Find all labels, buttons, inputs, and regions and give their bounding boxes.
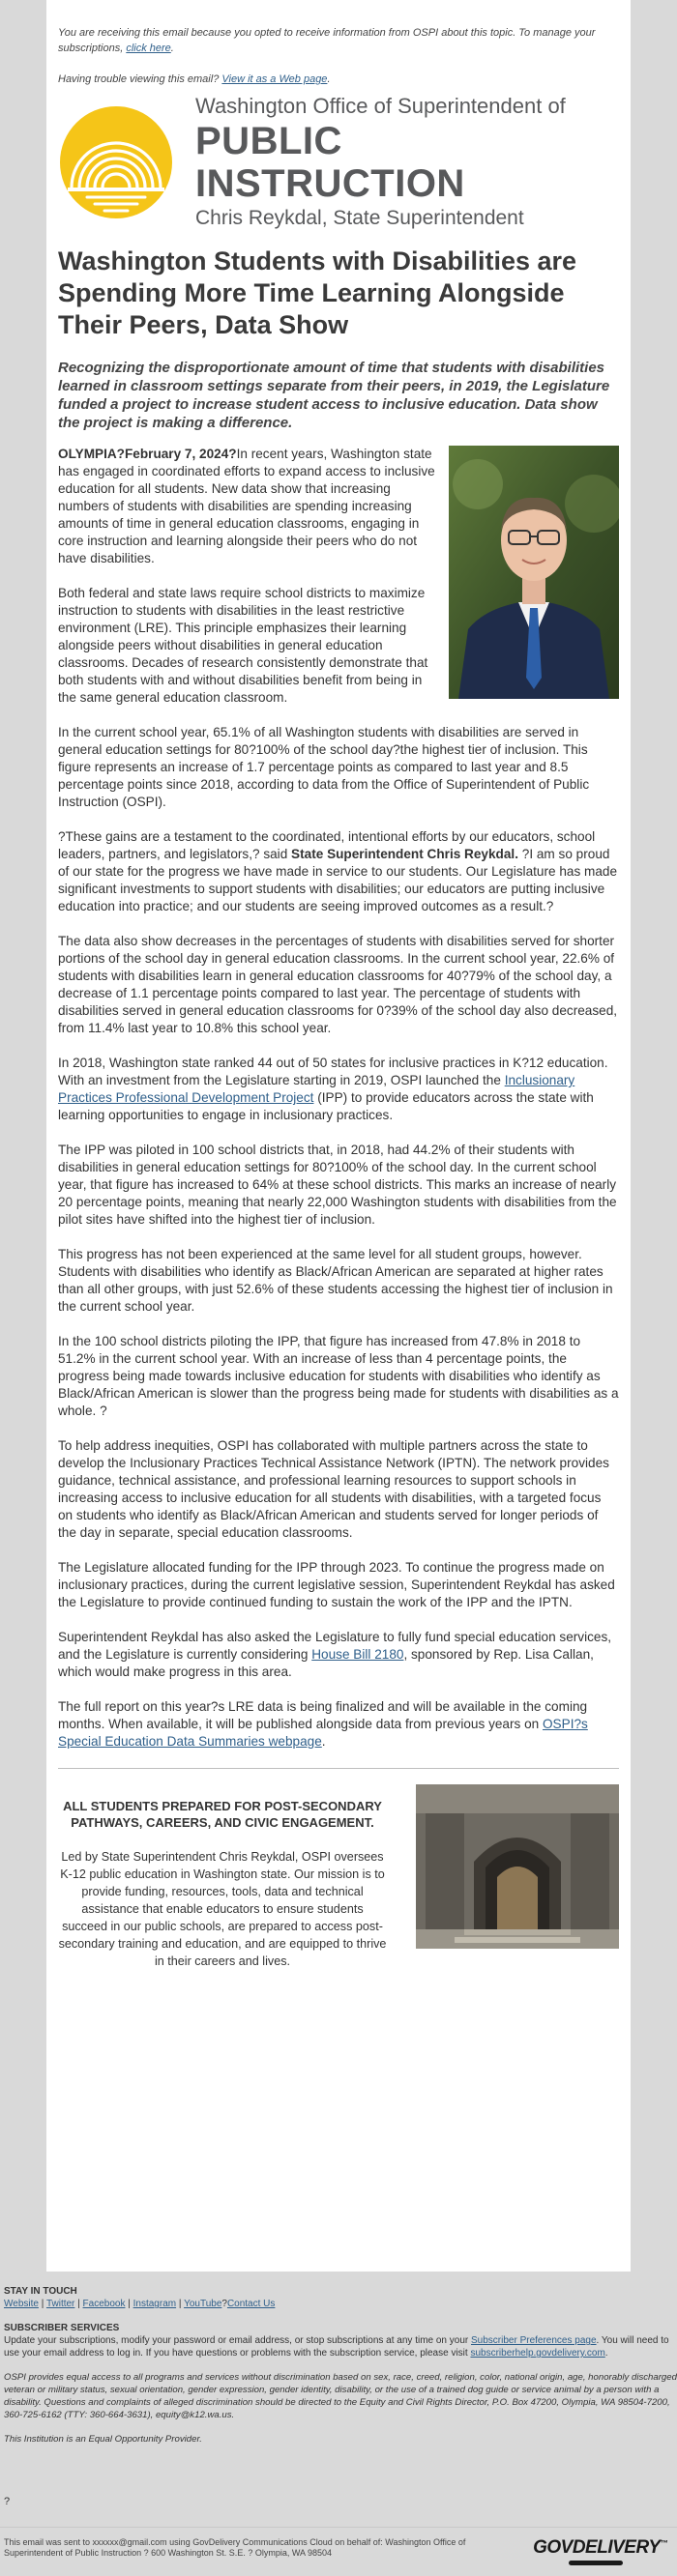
article-paragraph: In the current school year, 65.1% of all Washington students with disabilities are served in general education settings for 80?100% of the school day?the highest tier of inclusion. This figure represents an increase of 1.7 percentage points as compared to last year and 8.5 percentage points since 2018, according to data from the Office of Superintendent of Public Instruction (OSPI). [58,725,590,809]
govdelivery-logo[interactable]: GOVDELIVERY™ [533,2537,667,2558]
govdelivery-bar [0,2527,677,2576]
mission-body: Led by State Superintendent Chris Reykdal, OSPI oversees K-12 public education in Washington state. Our mission is to provide funding, resources, tools, data and technical assistance that enable educators to ensure students succeed in our public schools, are prepared to access post-secondary training and education, and are equipped to thrive in their careers and lives. [58,1850,387,1968]
article-paragraph: The IPP was piloted in 100 school districts that, in 2018, had 44.2% of their students with disabilities in general education settings for 80?100% of the school day. In the current school year, that figure has increased to 64% at these school districts. This marks an increase of nearly 20 percentage points, meaning that nearly 22,000 Washington students with disabilities from the pilot sites have shifted into the highest tier of inclusion. [58,1143,617,1227]
social-links: Website | Twitter | Facebook | Instagram | YouTube?Contact Us [4,2299,276,2309]
facebook-link[interactable]: Facebook [82,2299,126,2309]
equal-opportunity-statement: This Institution is an Equal Opportunity Provider. [4,2434,202,2445]
manage-subscriptions-link[interactable]: click here [126,43,171,54]
govdelivery-swoosh-icon [569,2561,623,2565]
article-paragraph: The data also show decreases in the percentages of students with disabilities served for shorter portions of the school day in general education classrooms. In the current school year, 22.6% of students with disabilities learn in general education classrooms for 40?79% of the school day, a decrease of 1.1 percentage points compared to last year. The percentage of students with disabilities served in general education classrooms for 0?39% of the school day also decreased, from 11.4% last year to 10.8% this school year. [58,934,618,1035]
subscriber-services-heading: SUBSCRIBER SERVICES [4,2323,120,2333]
house-bill-link[interactable]: House Bill 2180 [311,1647,404,1662]
mission-title: ALL STUDENTS PREPARED FOR POST-SECONDARY PATHWAYS, CAREERS, AND CIVIC ENGAGEMENT. [63,1799,382,1830]
masthead-name: PUBLIC INSTRUCTION [195,120,465,205]
mission-text [58,1784,387,1970]
twitter-link[interactable]: Twitter [45,2299,75,2309]
ipp-project-link[interactable]: Inclusionary Practices Professional Development Project [58,1073,575,1105]
mission-block [58,1784,619,1970]
stray-character: ? [4,2496,11,2507]
data-summaries-link[interactable]: OSPI?s Special Education Data Summaries webpage [58,1717,588,1749]
article-paragraph: To help address inequities, OSPI has collaborated with multiple partners across the state to develop the Inclusionary Practices Technical Assistance Network (IPTN). The network provides guidance, technical assistance, and professional learning resources to support schools in increasing access to inclusive education for all students with disabilities, with a targeted focus on students who identify as Black/African American and students served for longer periods of the day in separate, special education classrooms. [58,1438,609,1540]
dateline: OLYMPIA?February 7, 2024? [58,447,237,461]
email-card [46,0,631,2272]
section-divider [58,1768,619,1769]
sent-to-text: This email was sent to xxxxxx@gmail.com using GovDelivery Communications Cloud on behalf of: Washington Office of Superintendent of Public Instruction ? 600 Washington St. S.E. ? Olympia, WA 98504 [4,2537,466,2558]
notice-text: You are receiving this email because you opted to receive information from OSPI about this topic. To manage your subscriptions, [58,27,596,54]
article-paragraph: This progress has not been experienced at the same level for all student groups, however. Students with disabilities who identify as Black/African American are separated at higher rates than all other groups, with just 52.6% of these students accessing the highest tier of inclusion in the current school year. [58,1247,613,1314]
article-paragraph: Both federal and state laws require school districts to maximize instruction to students with disabilities in the least restrictive environment (LRE). This principle emphasizes their learning alongside peers without disabilities in general education classrooms. Decades of research consistently demonstrate that both students with and without disabilities benefit from being in the same general education classroom. [58,586,428,705]
article-paragraph: The Legislature allocated funding for the IPP through 2023. To continue the progress made on inclusionary practices, during the current legislative session, Superintendent Reykdal has asked the Legislature to provide continued funding to sustain the work of the IPP and the IPTN. [58,1560,615,1609]
youtube-link[interactable]: YouTube [184,2299,222,2309]
web-view-text: Having trouble viewing this email? [58,73,222,85]
subscriber-services-text: Update your subscriptions, modify your password or email address, or stop subscriptions at any time on your Subscriber Preferences page. You will need to use your email address to log in. If you have questions or problems with the subscription service, please visit subscriberhelp.govdelivery.com. [4,2335,669,2359]
article-paragraph: ?These gains are a testament to the coordinated, intentional efforts by our educators, school leaders, partners, and legislators,? said State Superintendent Chris Reykdal. ?I am so proud of our state for the progress we have made in service to our students. Our Legislature has made significant investments to support students with disabilities; our educators are putting inclusive education into practice; and our students are seeing improved outcomes as a result.? [58,829,618,913]
instagram-link[interactable]: Instagram [132,2299,177,2309]
quote-attribution: State Superintendent Chris Reykdal. [291,847,518,861]
masthead-superintendent: Chris Reykdal, State Superintendent [195,207,524,229]
subscriber-preferences-link[interactable]: Subscriber Preferences page [471,2335,597,2346]
contact-us-link[interactable]: Contact Us [226,2299,276,2309]
website-link[interactable]: Website [4,2299,39,2309]
article-paragraph: The full report on this year?s LRE data is being finalized and will be available in the coming months. When available, it will be published alongside data from previous years on OSPI?s Special Education Data Summaries webpage. [58,1699,588,1749]
nondiscrimination-statement: OSPI provides equal access to all programs and services without discrimination based on sex, race, creed, religion, color, national origin, age, honorably discharged veteran or military status, sexual orientation, gender expression, gender identity, disability, or the use of a trained dog guide or service animal by a person with a disability. Questions and complaints of alleged discrimination should be directed to the Equity and Civil Rights Director, P.O. Box 47200, Olympia, WA 98504-7200, 360-725-6162 (TTY: 360-664-3631), equity@k12.wa.us. [4,2372,677,2420]
article-paragraph: In the 100 school districts piloting the IPP, that figure has increased from 47.8% in 2018 to 51.2% in the current school year. With an increase of less than 4 percentage points, the progress being made towards inclusive education for students with disabilities who identify as Black/African American is slower than the progress being made for students with disabilities as a whole. ? [58,1334,619,1418]
article-paragraph: In 2018, Washington state ranked 44 out of 50 states for inclusive practices in K?12 education. With an investment from the Legislature starting in 2019, OSPI launched the Inclusionary Practices Professional Development Project (IPP) to provide educators across the state with learning opportunities to engage in inclusionary practices. [58,1056,608,1122]
email-notice: You are receiving this email because you opted to receive information from OSPI about this topic. To manage your subscriptions, click here. Having trouble viewing this email? View it as a Web page. [58,27,596,85]
article-title: Washington Students with Disabilities are Spending More Time Learning Alongside Their Peers, Data Show [58,246,577,339]
email-footer [0,2285,677,2457]
masthead-agency: Washington Office of Superintendent of [195,94,566,118]
article-paragraph: OLYMPIA?February 7, 2024?In recent years, Washington state has engaged in coordinated efforts to expand access to inclusive education for all students. New data show that increasing numbers of students with disabilities are spending increasing amounts of time in general education classrooms, engaging in core instruction and learning alongside their peers who do not have disabilities. [58,447,435,565]
ospi-sunburst-logo-icon [58,104,174,220]
capitol-building-photo [416,1784,619,1949]
article-paragraph: Superintendent Reykdal has also asked the Legislature to fully fund special education services, and the Legislature is currently considering House Bill 2180, sponsored by Rep. Lisa Callan, which would make progress in this area. [58,1630,612,1679]
superintendent-portrait-photo [449,446,619,699]
subscriber-help-link[interactable]: subscriberhelp.govdelivery.com [470,2348,605,2359]
ospi-masthead [58,94,619,229]
stay-in-touch-heading: STAY IN TOUCH [4,2286,77,2297]
article-dek: Recognizing the disproportionate amount of time that students with disabilities learned in classroom settings separate from their peers, in 2019, the Legislature funded a project to increase student access to inclusive education. Data show the project is making a difference. [58,360,610,431]
web-view-link[interactable]: View it as a Web page [221,73,328,85]
masthead-text [195,93,619,232]
